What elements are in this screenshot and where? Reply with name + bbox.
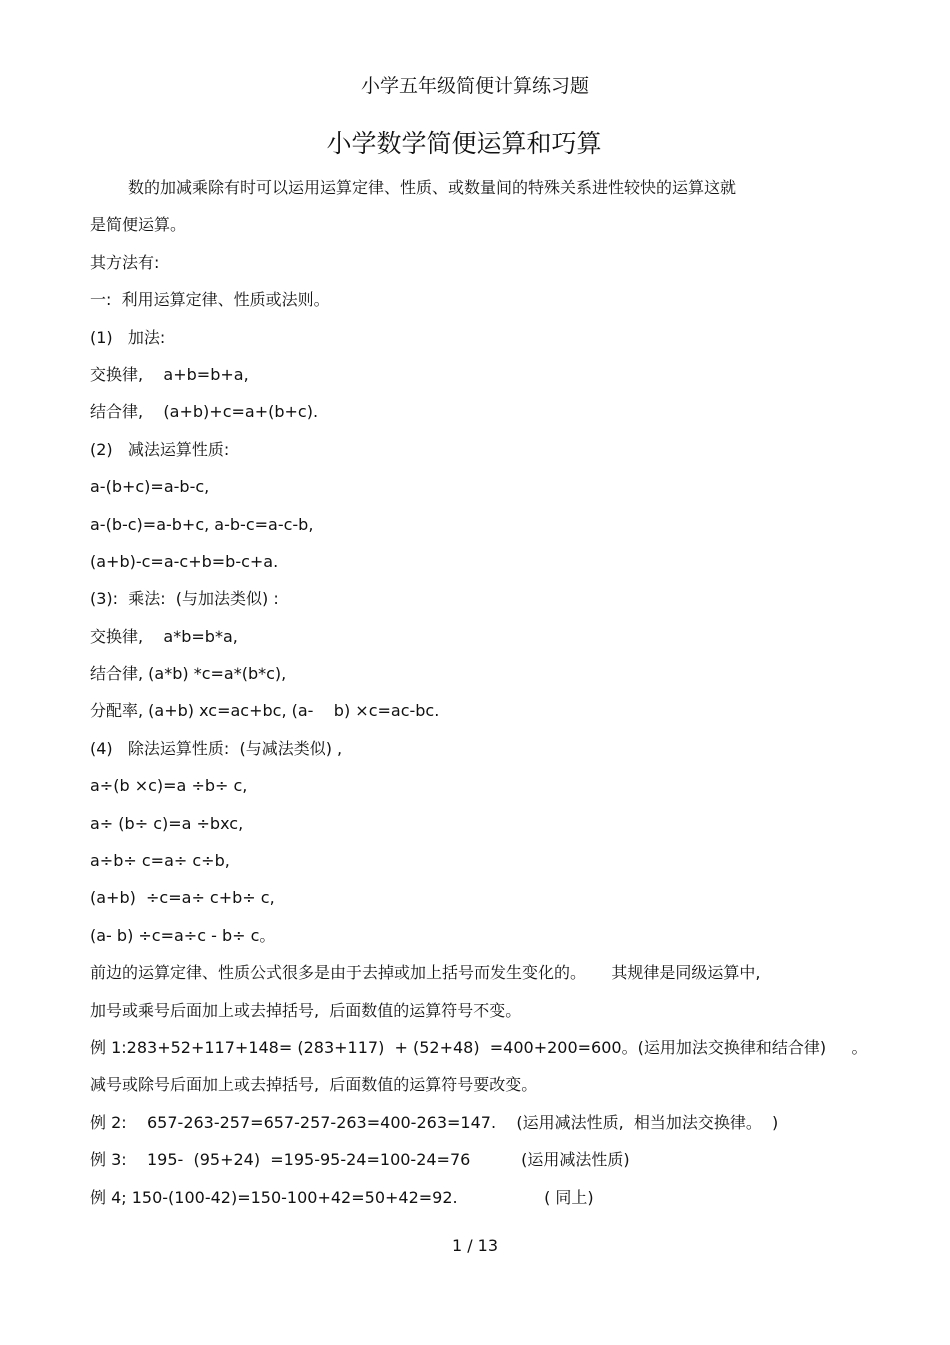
example-line: 例 3: 195- (95+24) =195-95-24=100-24=76 (运用减法性质) [90, 1150, 630, 1170]
subsection-heading: (2) 减法运算性质: [90, 439, 230, 459]
example-line: 例 1:283+52+117+148= (283+117) + (52+48) =400+200=600。(运用加法交换律和结合律) 。 [90, 1037, 868, 1057]
paragraph-line: 是简便运算。 [90, 215, 187, 235]
page-number: 1 / 13 [451, 1236, 499, 1255]
formula-line: a-(b-c)=a-b+c, a-b-c=a-c-b, [90, 514, 314, 534]
section-heading: 一: 利用运算定律、性质或法则。 [90, 290, 330, 310]
formula-line: a÷(b ×c)=a ÷b÷ c, [90, 776, 248, 796]
formula-line: a-(b+c)=a-b-c, [90, 477, 210, 497]
paragraph-line: 数的加减乘除有时可以运用运算定律、性质、或数量间的特殊关系进性较快的运算这就 [128, 178, 737, 197]
formula-line: 分配率, (a+b) xc=ac+bc, (a- b) ×c=ac-bc. [90, 701, 440, 721]
formula-line: a÷ (b÷ c)=a ÷bxc, [90, 813, 244, 833]
document-subtitle: 小学五年级简便计算练习题 [360, 75, 589, 97]
document-title: 小学数学简便运算和巧算 [326, 129, 602, 158]
paragraph-line: 加号或乘号后面加上或去掉括号, 后面数值的运算符号不变。 [90, 1000, 522, 1020]
formula-line: (a+b)-c=a-c+b=b-c+a. [90, 551, 279, 571]
subsection-heading: (3): 乘法: (与加法类似) : [90, 589, 279, 609]
subsection-heading: (4) 除法运算性质: (与减法类似) , [90, 738, 343, 758]
subsection-heading: (1) 加法: [90, 327, 166, 347]
document-body [90, 176, 880, 1223]
paragraph-line: 前边的运算定律、性质公式很多是由于去掉或加上括号而发生变化的。 其规律是同级运算中, [90, 963, 761, 983]
paragraph-line: 其方法有: [90, 252, 160, 272]
paragraph-line: 减号或除号后面加上或去掉括号, 后面数值的运算符号要改变。 [90, 1075, 538, 1095]
example-line: 例 2: 657-263-257=657-257-263=400-263=147. (运用减法性质, 相当加法交换律。 ) [90, 1112, 779, 1132]
formula-line: a÷b÷ c=a÷ c÷b, [90, 851, 230, 871]
formula-line: 结合律, (a+b)+c=a+(b+c). [90, 402, 319, 422]
example-line: 例 4; 150-(100-42)=150-100+42=50+42=92. ( 同上) [90, 1187, 594, 1207]
formula-line: (a+b) ÷c=a÷ c+b÷ c, [90, 888, 275, 908]
formula-line: 结合律, (a*b) *c=a*(b*c), [90, 664, 287, 684]
formula-line: 交换律, a*b=b*a, [90, 626, 238, 646]
formula-line: 交换律, a+b=b+a, [90, 364, 249, 384]
formula-line: (a- b) ÷c=a÷c - b÷ c。 [90, 925, 276, 945]
